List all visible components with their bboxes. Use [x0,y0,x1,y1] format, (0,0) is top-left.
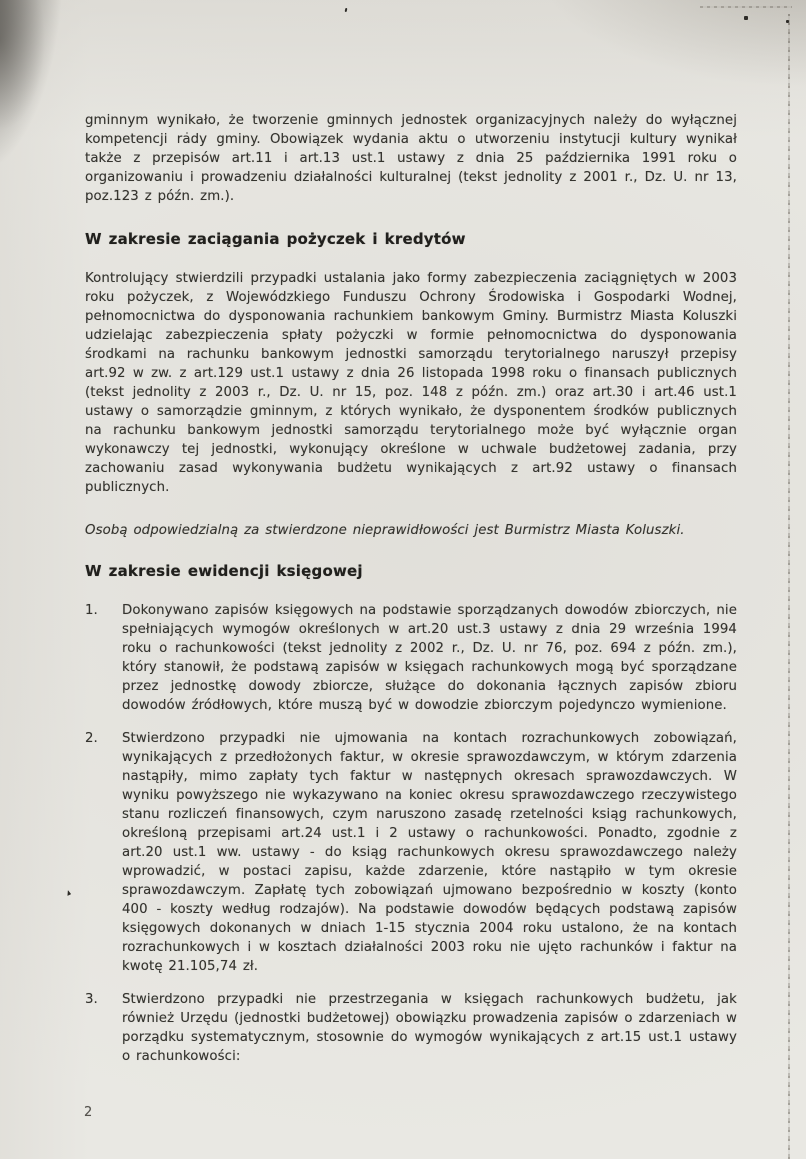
scan-speck [65,890,72,897]
scan-speck [786,20,789,23]
document-body [85,111,737,1080]
section-heading-loans: W zakresie zaciągania pożyczek i kredytów [85,230,466,248]
list-item [85,990,737,1066]
loans-paragraph: Kontrolujący stwierdzili przypadki ustalania jako formy zabezpieczenia zaciągniętych w 2003 roku pożyczek, z Wojewódzkiego Funduszu Ochrony Środowiska i Gospodarki Wodnej, pełnomocnictwa do dysponowania rachunkiem bankowym Gminy. Burmistrz Miasta Koluszki udzielając zabezpieczenia spłaty pożyczki w formie pełnomocnictwa do dysponowania środkami na rachunku bankowym jednostki samorządu terytorialnego naruszył przepisy art.92 w zw. z art.129 ust.1 ustawy z dnia 26 listopada 1998 roku o finansach publicznych (tekst jednolity z 2003 r., Dz. U. nr 15, poz. 148 z późn. zm.) oraz art.30 i art.46 ust.1 ustawy o samorządzie gminnym, z których wynikało, że dysponentem środków publicznych na rachunku bankowym jednostki samorządu terytorialnego może być wyłącznie organ wykonawczy tej jednostki, wykonujący określone w uchwale budżetowej zadania, przy zachowaniu zasad wykonywania budżetu wynikających z art.92 ustawy o finansach publicznych. [85,271,737,495]
intro-paragraph: gminnym wynikało, że tworzenie gminnych jednostek organizacyjnych należy do wyłącznej kompetencji rady gminy. Obowiązek wydania aktu o utworzeniu instytucji kultury wynikał także z przepisów art.11 i art.13 ust.1 ustawy z dnia 25 października 1991 roku o organizowaniu i prowadzeniu działalności kulturalnej (tekst jednolity z 2001 r., Dz. U. nr 13, poz.123 z późn. zm.). [85,113,737,204]
scan-top-edge [700,6,792,8]
list-item [85,729,737,976]
list-item [85,601,737,715]
scan-right-edge [788,14,790,1159]
section-heading-accounting: W zakresie ewidencji księgowej [85,562,363,580]
scan-speck [345,8,348,12]
list-item-number: 3. [85,992,98,1007]
list-item-number: 2. [85,731,98,746]
scan-speck [744,16,748,20]
list-item-text: Stwierdzono przypadki nie ujmowania na kontach rozrachunkowych zobowiązań, wynikających z przedłożonych faktur, w okresie sprawozdawczym, w którym zdarzenia nastąpiły, mimo zapłaty tych faktur w następnych okresach sprawozdawczych. W wyniku powyższego nie wykazywano na koniec okresu sprawozdawczego rzeczywistego stanu rozliczeń finansowych, czym naruszono zasadę rzetelności ksiąg rachunkowych, określoną przepisami art.24 ust.1 i 2 ustawy o rachunkowości. Ponadto, zgodnie z art.20 ust.1 ww. ustawy - do ksiąg rachunkowych okresu sprawozdawczego należy wprowadzić, w postaci zapisu, każde zdarzenie, które nastąpiło w tym okresie sprawozdawczym. Zapłatę tych zobowiązań ujmowano bezpośrednio w koszty (konto 400 - koszty według rodzajów). Na podstawie dowodów będących podstawą zapisów księgowych dokonanych w dniach 1-15 stycznia 2004 roku ustalono, że na kontach rozrachunkowych i w kosztach działalności 2003 roku nie ujęto rachunków i faktur na kwotę 21.105,74 zł. [122,731,737,974]
list-item-text: Dokonywano zapisów księgowych na podstawie sporządzanych dowodów zbiorczych, nie spełniających wymogów określonych w art.20 ust.3 ustawy z dnia 29 września 1994 roku o rachunkowości (tekst jednolity z 2002 r., Dz. U. nr 76, poz. 694 z późn. zm.), który stanowił, że podstawą zapisów w księgach rachunkowych mogą być sporządzane przez jednostkę dowody zbiorcze, służące do dokonania łącznych zapisów zbioru dowodów źródłowych, które muszą być w dowodzie zbiorczym pojedynczo wymienione. [122,603,737,713]
page-number: 2 [84,1105,93,1120]
list-item-text: Stwierdzono przypadki nie przestrzegania w księgach rachunkowych budżetu, jak również Urzędu (jednostki budżetowej) obowiązku prowadzenia zapisów o zdarzeniach w porządku systematycznym, stosownie do wymogów wynikających z art.15 ust.1 ustawy o rachunkowości: [122,992,737,1064]
list-item-number: 1. [85,603,98,618]
responsibility-note: Osobą odpowiedzialną za stwierdzone nieprawidłowości jest Burmistrz Miasta Koluszki. [85,523,685,538]
